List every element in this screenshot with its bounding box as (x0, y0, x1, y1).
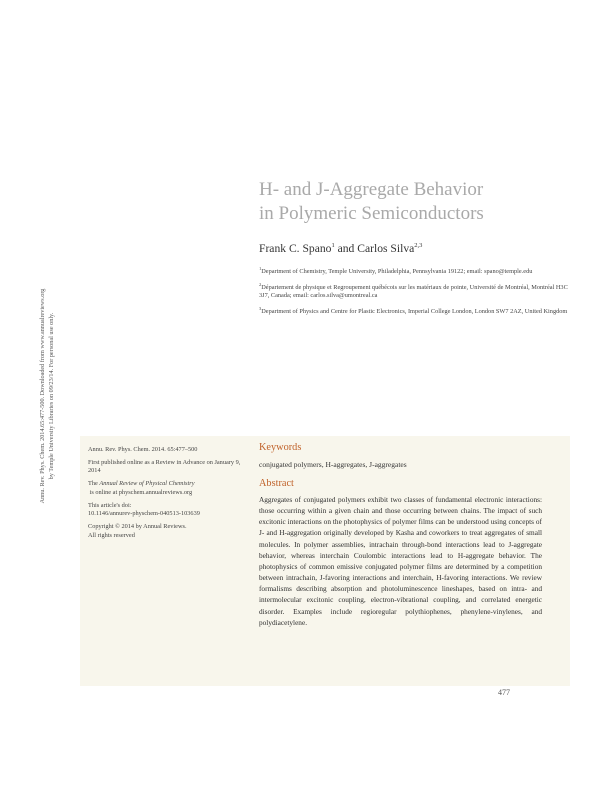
title-line-1: H- and J-Aggregate Behavior (259, 179, 484, 200)
abstract-heading: Abstract (259, 478, 294, 489)
abstract-body: Aggregates of conjugated polymers exhibit two classes of fundamental electronic interactions: those occurring within a given chain and those occurring between chains. The impact of such excitonic interactions on the photophysics of polymer films can be understood using concepts of J- and H-aggregation originally developed by Kasha and coworkers to treat aggregates of small molecules. In polymer assemblies, intrachain through-bond interactions lead to J-aggregate behavior, whereas interchain Coulombic interactions lead to H-aggregate behavior. The photophysics of common emissive conjugated polymer films are determined by a competition between intrachain, J-favoring interactions and interchain, H-favoring interactions. We review formalisms describing absorption and photoluminescence lineshapes, based on intra- and intermolecular excitonic coupling, electron-vibrational coupling, and correlated energetic disorder. Examples include regioregular polythiophenes, phenylene-vinylenes, and polydiacetylene. (259, 495, 542, 627)
keywords-list: conjugated polymers, H-aggregates, J-aggregates (259, 460, 407, 469)
affiliation-3-number: 3 (259, 305, 262, 311)
citation-info (88, 446, 248, 544)
affiliation-1-text: Department of Chemistry, Temple University, Philadelphia, Pennsylvania 19122; email: spano@temple.edu (261, 268, 533, 276)
page-number: 477 (498, 688, 510, 697)
doi-info (88, 502, 248, 519)
author-spano: Frank C. Spano (259, 242, 332, 255)
author-spano-affil: 1 (331, 242, 335, 250)
first-published: First published online as a Review in Advance on January 9, 2014 (88, 458, 241, 475)
affiliation-2-text: Département de physique et Regroupement québécois sur les matériaux de pointe, Université de Montréal, Montréal H3C 3J7, Canada; email: carlos.silva@umontreal.ca (259, 283, 568, 300)
doi-value: 10.1146/annurev-physchem-040513-103639 (88, 510, 200, 518)
affiliation-1-number: 1 (259, 266, 262, 271)
download-notice-line2: by Temple University Libraries on 09/23/14. For personal use only. (48, 312, 55, 480)
affiliation-2 (259, 281, 579, 301)
rights-text: All rights reserved (88, 531, 135, 539)
affiliation-3 (259, 305, 579, 317)
download-notice-line1: Annu. Rev. Phys. Chem. 2014.65:477-500. Downloaded from www.annualreviews.org (39, 288, 46, 504)
affiliations (259, 265, 579, 321)
affiliation-3-text: Department of Physics and Centre for Plastic Electronics, Imperial College London, London SW7 2AZ, United Kingdom (261, 308, 568, 316)
author-silva-affil: 2,3 (414, 242, 423, 250)
copyright-text: Copyright © 2014 by Annual Reviews. (88, 522, 187, 530)
journal-name: Annual Review of Physical Chemistry (99, 480, 195, 488)
keywords-heading: Keywords (259, 442, 302, 453)
article-title (259, 178, 589, 226)
affiliation-1 (259, 265, 579, 277)
online-info: The Annual Review of Physical Chemistry is online at physchem.annualreviews.org (88, 480, 195, 496)
doi-label: This article's doi: (88, 501, 132, 509)
author-conjunction: and (334, 242, 358, 255)
affiliation-2-number: 2 (259, 281, 262, 287)
copyright-info (88, 523, 248, 540)
download-notice (38, 246, 72, 546)
author-list (259, 242, 422, 255)
author-silva: Carlos Silva (357, 242, 415, 255)
title-line-2: in Polymeric Semiconductors (259, 203, 484, 224)
journal-citation: Annu. Rev. Phys. Chem. 2014. 65:477–500 (88, 446, 198, 453)
